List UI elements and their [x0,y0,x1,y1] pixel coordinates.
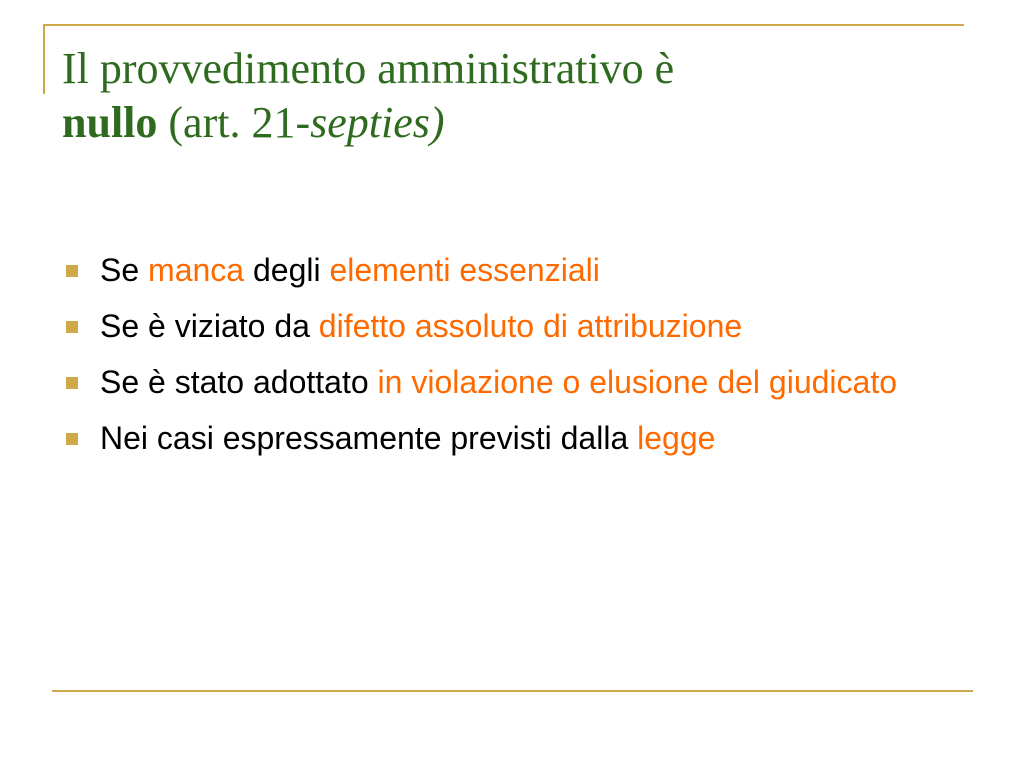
bullet-item [66,362,966,402]
square-bullet-icon [66,265,78,277]
bullet-highlight: elementi essenziali [329,252,600,288]
bullet-text: Se è viziato da [100,308,319,344]
bullet-highlight: in violazione o elusione del giudicato [377,364,897,400]
title-bold-word: nullo [62,98,158,147]
title-italic-word: septies) [310,98,445,147]
bullet-list [66,250,966,474]
bullet-text: Nei casi espressamente previsti dalla [100,420,638,456]
bullet-item [66,250,966,290]
bullet-highlight: legge [637,420,716,456]
bullet-text: Se è stato adottato [100,364,378,400]
square-bullet-icon [66,321,78,333]
square-bullet-icon [66,433,78,445]
bullet-highlight: manca [148,252,245,288]
frame-bottom-line [52,690,973,692]
frame-top-line [43,24,964,26]
slide-title [62,42,962,150]
bullet-item [66,306,966,346]
bullet-item [66,418,966,458]
square-bullet-icon [66,377,78,389]
bullet-text: Se [100,252,149,288]
bullet-text: degli [244,252,330,288]
frame-left-line [43,24,45,94]
bullet-highlight: difetto assoluto di attribuzione [318,308,743,344]
title-paren: (art. 21- [157,98,311,147]
title-line1: Il provvedimento amministrativo è [62,44,675,93]
